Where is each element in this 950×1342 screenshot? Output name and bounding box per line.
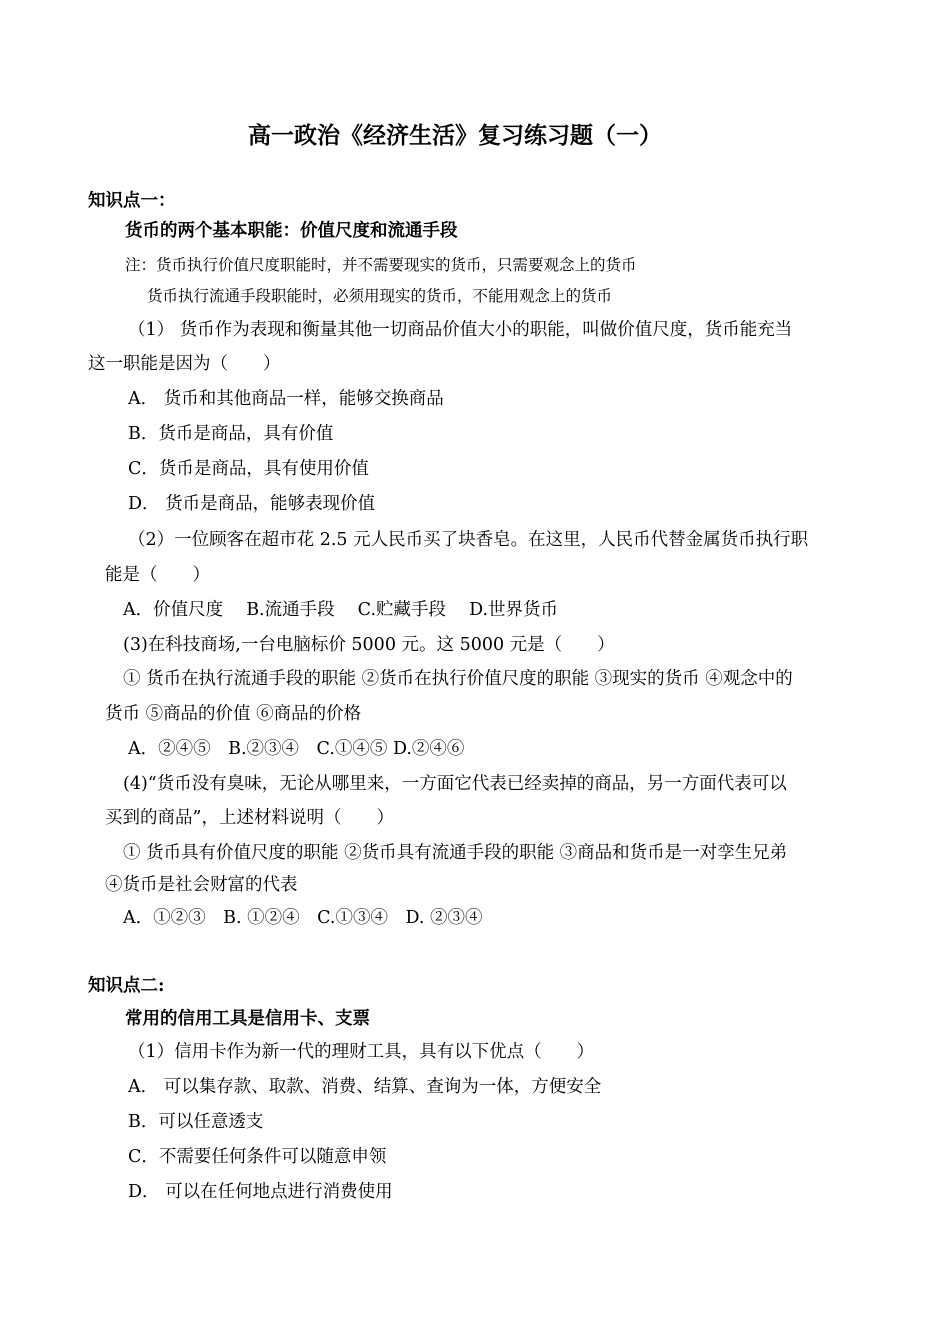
- section-2-question-1-option-c: C．不需要任何条件可以随意申领: [128, 1147, 387, 1167]
- question-4-stem-line-1: (4)“货币没有臭味，无论从哪里来，一方面它代表已经卖掉的商品，另一方面代表可以: [123, 774, 787, 794]
- question-4-stem-line-3: ① 货币具有价值尺度的职能 ②货币具有流通手段的职能 ③商品和货币是一对孪生兄弟: [123, 843, 788, 863]
- note-line-2: 货币执行流通手段职能时，必须用现实的货币，不能用观念上的货币: [147, 287, 613, 305]
- question-1-stem-line-2: 这一职能是因为（ ）: [88, 354, 281, 374]
- question-1-option-a: A． 货币和其他商品一样，能够交换商品: [128, 389, 444, 409]
- question-4-stem-line-2: 买到的商品”，上述材料说明（ ）: [105, 808, 394, 828]
- question-3-stem-line-2: ① 货币在执行流通手段的职能 ②货币在执行价值尺度的职能 ③现实的货币 ④观念中的: [123, 669, 793, 689]
- section-2-question-1-option-b: B．可以任意透支: [128, 1112, 264, 1132]
- question-1-option-c: C．货币是商品，具有使用价值: [128, 459, 369, 479]
- question-3-stem-line-1: (3)在科技商场,一台电脑标价 5000 元。这 5000 元是（ ）: [123, 635, 615, 655]
- page-title: 高一政治《经济生活》复习练习题（一）: [248, 122, 662, 149]
- section-2-question-1-option-d: D． 可以在任何地点进行消费使用: [128, 1182, 393, 1202]
- section-2-heading: 知识点二:: [88, 976, 165, 996]
- question-2-stem-line-2: 能是（ ）: [105, 565, 210, 585]
- question-2-options: A．价值尺度 B.流通手段 C.贮藏手段 D.世界货币: [123, 600, 559, 620]
- question-1-stem-line-1: （1） 货币作为表现和衡量其他一切商品价值大小的职能，叫做价值尺度，货币能充当: [128, 320, 793, 340]
- section-2-subheading: 常用的信用工具是信用卡、支票: [125, 1009, 370, 1029]
- section-1-subheading: 货币的两个基本职能：价值尺度和流通手段: [125, 221, 458, 241]
- question-3-options: A．②④⑤ B.②③④ C.①④⑤ D.②④⑥: [128, 739, 465, 759]
- note-line-1: 注：货币执行价值尺度职能时，并不需要现实的货币，只需要观念上的货币: [125, 256, 637, 274]
- question-3-stem-line-3: 货币 ⑤商品的价值 ⑥商品的价格: [105, 704, 362, 724]
- section-2-question-1-option-a: A． 可以集存款、取款、消费、结算、查询为一体，方便安全: [128, 1077, 602, 1097]
- question-2-stem-line-1: （2）一位顾客在超市花 2.5 元人民币买了块香皂。在这里，人民币代替金属货币执行职: [128, 530, 809, 550]
- section-2-question-1-stem: （1）信用卡作为新一代的理财工具，具有以下优点（ ）: [128, 1042, 595, 1062]
- question-1-option-b: B．货币是商品，具有价值: [128, 424, 334, 444]
- question-1-option-d: D． 货币是商品，能够表现价值: [128, 494, 376, 514]
- question-4-options: A．①②③ B. ①②④ C.①③④ D. ②③④: [123, 908, 483, 928]
- question-4-stem-line-4: ④货币是社会财富的代表: [105, 875, 298, 895]
- section-1-heading: 知识点一：: [88, 191, 176, 211]
